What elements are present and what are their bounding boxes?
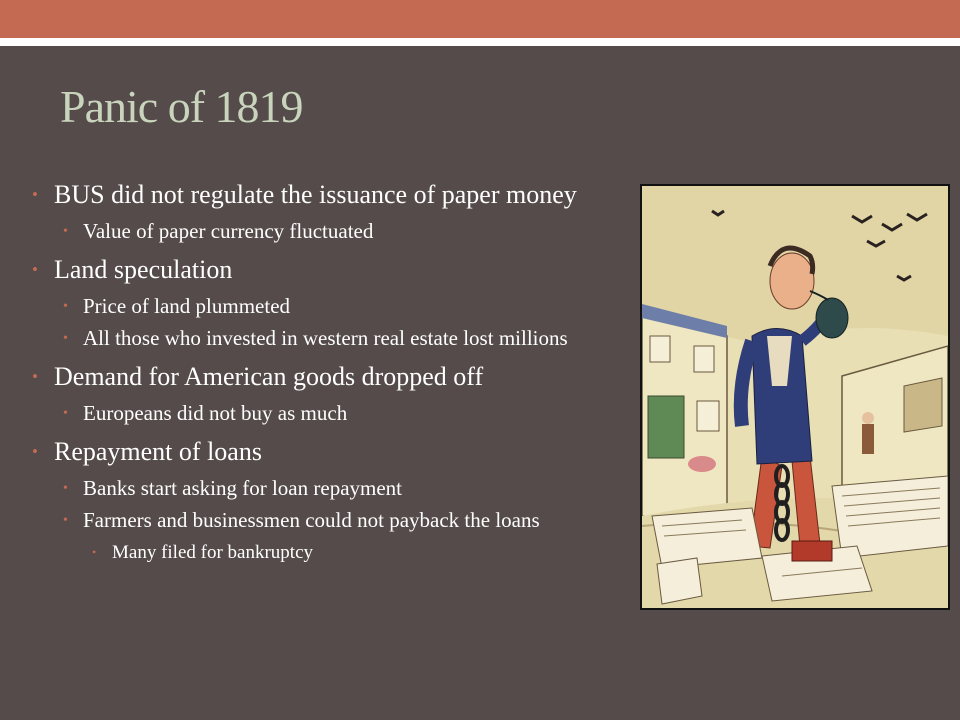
cartoon-drawing	[642, 186, 948, 608]
bullet-icon: •	[32, 185, 38, 204]
sub-sub-bullet-item	[30, 542, 620, 564]
top-accent-bar	[0, 0, 960, 38]
bullet-list	[30, 172, 620, 564]
sub-bullet-text: Value of paper currency fluctuated	[83, 219, 374, 243]
cartoon-illustration	[640, 184, 950, 610]
bullet-icon: •	[63, 406, 68, 421]
bullet-text: Land speculation	[54, 255, 233, 284]
sub-bullet-text: Price of land plummeted	[83, 294, 291, 318]
bullet-item	[30, 360, 620, 393]
sub-bullet-item	[30, 402, 620, 425]
sub-bullet-text: Farmers and businessmen could not payback the loans	[83, 508, 540, 532]
bullet-icon: •	[63, 299, 68, 314]
top-divider-line	[0, 38, 960, 46]
sub-bullet-item	[30, 220, 620, 243]
sub-bullet-text: Banks start asking for loan repayment	[83, 476, 402, 500]
sub-bullet-text: All those who invested in western real estate lost millions	[83, 326, 568, 350]
sub-sub-bullet-text: Many filed for bankruptcy	[112, 542, 314, 563]
bullet-item	[30, 253, 620, 286]
bullet-text: Repayment of loans	[54, 437, 262, 466]
bullet-icon: •	[63, 331, 68, 346]
bullet-icon: •	[32, 442, 38, 461]
bullet-icon: •	[63, 513, 68, 528]
sub-bullet-item	[30, 327, 620, 350]
bullet-icon: •	[92, 545, 97, 559]
bullet-text: BUS did not regulate the issuance of paper money	[54, 180, 577, 209]
bullet-item	[30, 435, 620, 468]
bullet-icon: •	[63, 481, 68, 496]
bullet-text: Demand for American goods dropped off	[54, 362, 484, 391]
sub-bullet-item	[30, 509, 620, 532]
bullet-icon: •	[32, 367, 38, 386]
bullet-icon: •	[32, 260, 38, 279]
sub-bullet-text: Europeans did not buy as much	[83, 401, 348, 425]
sub-bullet-item	[30, 295, 620, 318]
sub-bullet-item	[30, 477, 620, 500]
bullet-item	[30, 178, 620, 211]
bullet-icon: •	[63, 224, 68, 239]
slide-title: Panic of 1819	[60, 81, 303, 132]
